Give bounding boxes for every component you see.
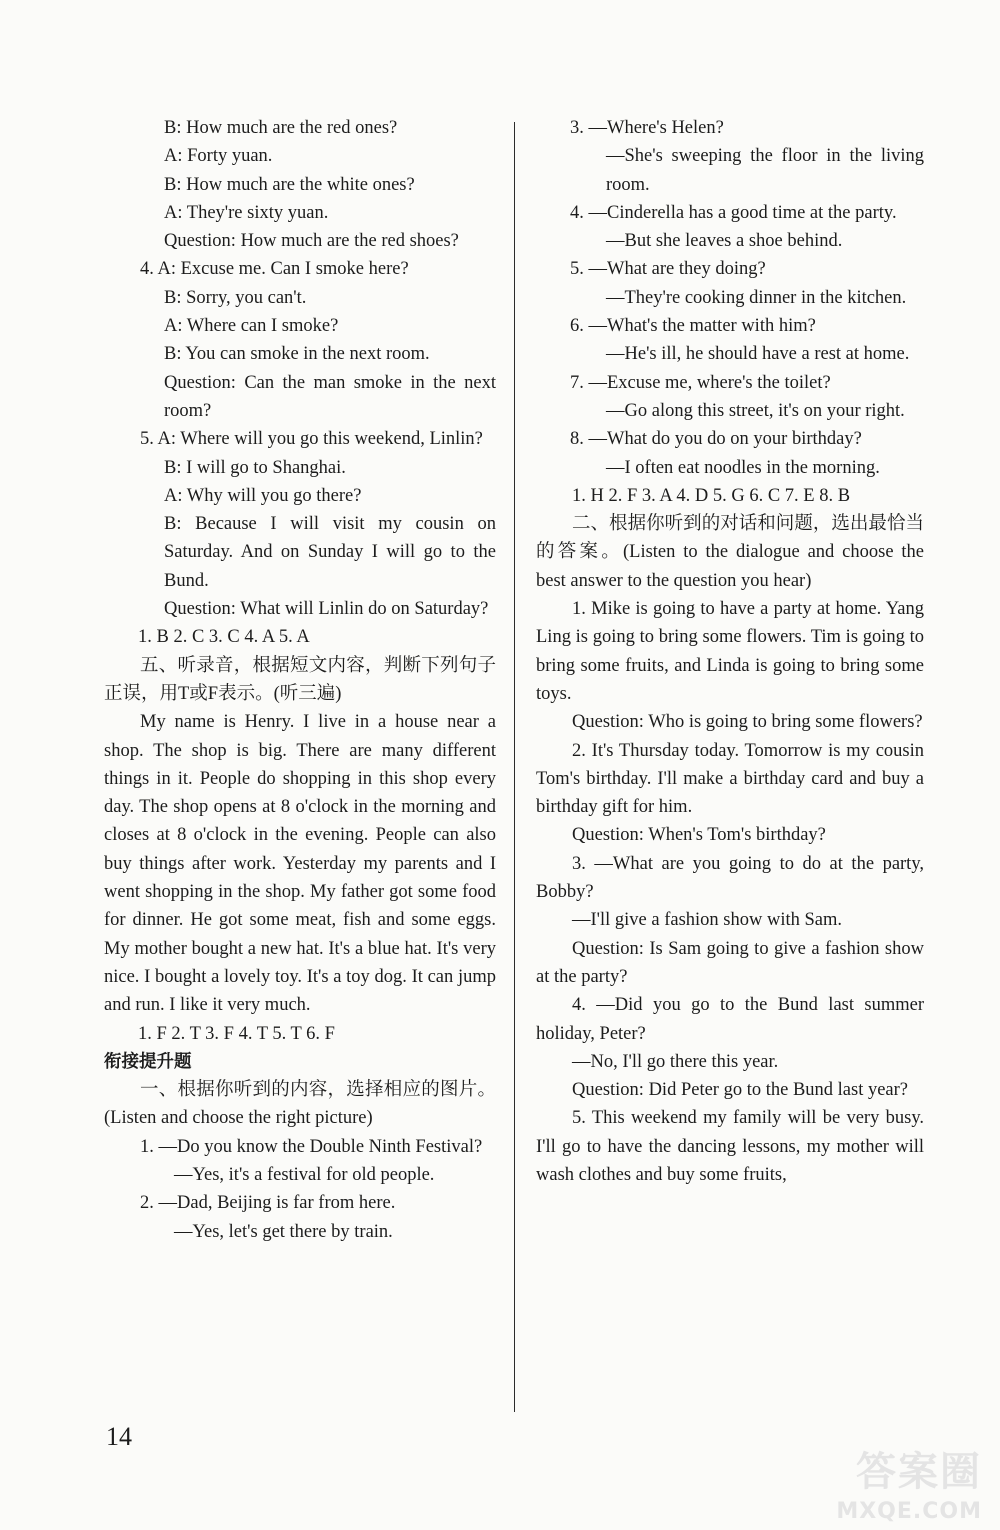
text-line: —He's ill, he should have a rest at home.: [606, 344, 910, 365]
text-line: A: They're sixty yuan.: [164, 202, 329, 223]
text-line: A: Why will you go there?: [164, 485, 362, 506]
text-line: 五、听录音，根据短文内容，判断下列句子正误，用T或F表示。(听三遍): [104, 655, 496, 704]
text-line: 二、根据你听到的对话和问题，选出最恰当的答案。(Listen to the dialogue and choose the best answer to the question you hear): [536, 514, 924, 591]
text-line: —But she leaves a shoe behind.: [606, 231, 843, 252]
text-line: —Go along this street, it's on your right.: [606, 400, 905, 421]
text-line: 7. —Excuse me, where's the toilet?: [570, 372, 831, 393]
text-line: A: Where can I smoke?: [164, 316, 339, 337]
text-line: 2. It's Thursday today. Tomorrow is my cousin Tom's birthday. I'll make a birthday card and buy a birthday gift for him.: [536, 740, 924, 818]
text-line: 衔接提升题: [104, 1051, 192, 1072]
text-line: Question: How much are the red shoes?: [164, 231, 459, 252]
text-line: 1. Mike is going to have a party at home. Yang Ling is going to bring some flowers. Tim is going to bring some fruits, and Linda is going to bring some toys.: [536, 599, 924, 704]
text-line: 5. —What are they doing?: [570, 259, 766, 280]
watermark-url: MXQE.COM: [836, 1499, 982, 1524]
text-line: 1. B 2. C 3. C 4. A 5. A: [138, 627, 310, 648]
text-line: Question: What will Linlin do on Saturday?: [164, 599, 489, 620]
text-line: Question: When's Tom's birthday?: [572, 825, 826, 846]
column-divider: [514, 122, 515, 1412]
left-column: [104, 114, 496, 1246]
text-line: 6. —What's the matter with him?: [570, 316, 816, 337]
text-line: —No, I'll go there this year.: [572, 1051, 779, 1072]
text-line: 4. A: Excuse me. Can I smoke here?: [140, 259, 409, 280]
text-line: 1. —Do you know the Double Ninth Festival?: [140, 1136, 483, 1157]
text-line: B: How much are the red ones?: [164, 118, 398, 138]
text-line: —They're cooking dinner in the kitchen.: [606, 287, 907, 308]
text-line: B: Sorry, you can't.: [164, 287, 307, 308]
text-line: 一、根据你听到的内容，选择相应的图片。(Listen and choose the right picture): [104, 1080, 496, 1129]
text-line: 1. F 2. T 3. F 4. T 5. T 6. F: [138, 1023, 335, 1044]
text-line: B: I will go to Shanghai.: [164, 457, 346, 478]
text-line: 8. —What do you do on your birthday?: [570, 429, 862, 450]
right-column: [536, 114, 924, 1189]
text-line: A: Forty yuan.: [164, 146, 273, 167]
text-line: B: Because I will visit my cousin on Saturday. And on Sunday I will go to the Bund.: [164, 514, 496, 591]
text-line: 3. —Where's Helen?: [570, 118, 724, 138]
text-line: Question: Who is going to bring some flowers?: [572, 712, 923, 733]
text-line: 1. H 2. F 3. A 4. D 5. G 6. C 7. E 8. B: [572, 485, 851, 506]
text-line: My name is Henry. I live in a house near a shop. The shop is big. There are many different things in it. People do shopping in this shop every day. The shop opens at 8 o'clock in the morning and closes at 8 o'clock in the evening. People can also buy things after work. Yesterday my parents and I went shopping in the shop. My father got some food for dinner. He got some meat, fish and some eggs. My mother bought a new hat. It's a blue hat. It's very nice. I bought a lovely toy. It's a toy dog. It can jump and run. I like it very much.: [104, 712, 496, 1016]
text-line: Question: Did Peter go to the Bund last year?: [572, 1080, 909, 1101]
text-line: 2. —Dad, Beijing is far from here.: [140, 1193, 396, 1214]
watermark-logo: [782, 1440, 982, 1524]
text-line: 4. —Did you go to the Bund last summer holiday, Peter?: [536, 995, 924, 1044]
text-line: —She's sweeping the floor in the living room.: [606, 146, 924, 195]
text-line: 5. This weekend my family will be very busy. I'll go to have the dancing lessons, my mother will wash clothes and buy some fruits,: [536, 1108, 924, 1185]
text-line: B: You can smoke in the next room.: [164, 344, 430, 365]
text-line: B: How much are the white ones?: [164, 174, 415, 195]
text-line: Question: Is Sam going to give a fashion show at the party?: [536, 938, 924, 987]
text-line: Question: Can the man smoke in the next room?: [164, 372, 496, 421]
text-line: —I often eat noodles in the morning.: [606, 457, 880, 478]
watermark-title: 答案圈: [856, 1449, 982, 1495]
text-line: —Yes, let's get there by train.: [174, 1221, 393, 1242]
page-number: 14: [106, 1422, 132, 1451]
text-line: 3. —What are you going to do at the party, Bobby?: [536, 853, 924, 903]
text-line: 4. —Cinderella has a good time at the party.: [570, 202, 897, 223]
text-line: —Yes, it's a festival for old people.: [174, 1164, 435, 1185]
text-line: 5. A: Where will you go this weekend, Linlin?: [140, 429, 483, 450]
text-line: —I'll give a fashion show with Sam.: [572, 910, 843, 931]
